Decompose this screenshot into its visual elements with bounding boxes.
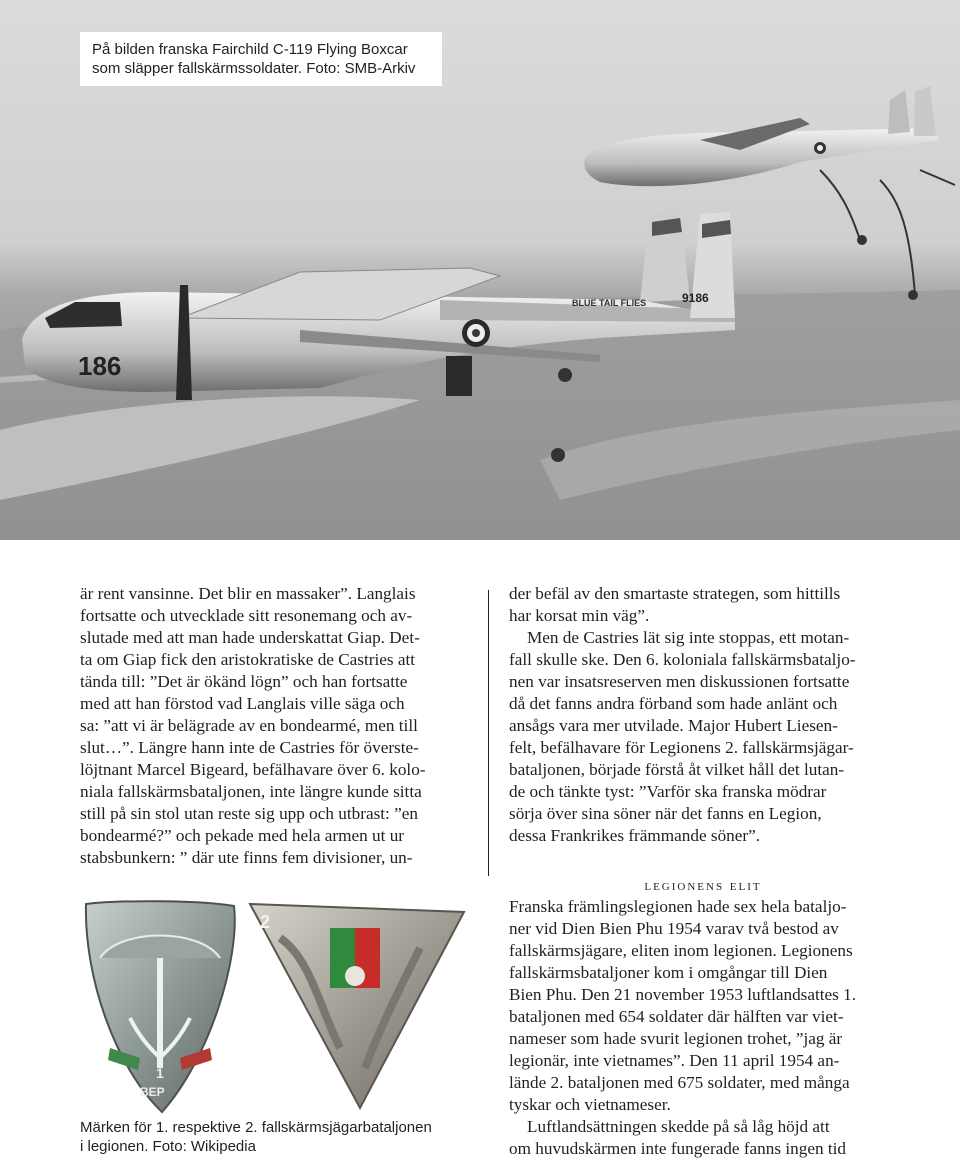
body-line: slut…”. Längre hann inte de Castries för överste- <box>80 738 419 757</box>
body-line: sa: ”att vi är belägrade av en bondearmé, men till <box>80 716 418 735</box>
body-line: lände 2. bataljonen med 675 soldater, med många <box>509 1073 850 1092</box>
body-line: fallskärmsbataljoner kom i omgångar till Dien <box>509 963 828 982</box>
body-line: niala fallskärmsbataljonen, inte längre kunde sitta <box>80 782 422 801</box>
section-heading: legionens elit <box>644 878 762 894</box>
body-line: om huvudskärmen inte fungerade fanns ingen tid <box>509 1139 846 1158</box>
body-line: Men de Castries lät sig inte stoppas, ett motan- <box>527 628 850 647</box>
body-line: fall skulle ske. Den 6. koloniala fallskärmsbataljo- <box>509 650 856 669</box>
body-line: med att han förstod vad Langlais ville säga och <box>80 694 405 713</box>
badge-2bep <box>250 904 464 1108</box>
badge1-number: 1 <box>156 1065 164 1081</box>
body-line: fallskärmsjägare, eliten inom legionen. Legionens <box>509 941 853 960</box>
body-line: stabsbunkern: ” där ute finns fem divisioner, un- <box>80 848 413 867</box>
body-line: nen var insatsreserven men diskussionen fortsatte <box>509 672 850 691</box>
body-line: ta om Giap fick den aristokratiske de Castries att <box>80 650 416 669</box>
body-line: är rent vansinne. Det blir en massaker”. Langlais <box>80 584 416 603</box>
badges-caption-line: Märken för 1. respektive 2. fallskärmsjägarbataljonen <box>80 1119 432 1136</box>
badge1-label: BEP <box>140 1085 165 1099</box>
body-line: nameser som hade svurit legionen trohet, ”jag är <box>509 1029 843 1048</box>
body-line: ner vid Dien Bien Phu 1954 varav två bestod av <box>509 919 839 938</box>
body-line: slutade med att man hade underskattat Giap. Det- <box>80 628 420 647</box>
front-number: 186 <box>78 351 122 381</box>
right-column-text-2 <box>509 896 856 1160</box>
body-line: ansågs vara mer utvilade. Major Hubert Liesen- <box>509 716 838 735</box>
body-line: sörja över sina söner när det fanns en Legion, <box>509 804 822 823</box>
photo-caption <box>80 32 442 86</box>
body-line: bataljonen, började förstå åt vilket håll det lutan- <box>509 760 845 779</box>
body-line: bataljonen med 654 soldater där hälften var viet- <box>509 1007 844 1026</box>
badges-photo <box>80 898 468 1116</box>
badges-caption <box>80 1118 432 1156</box>
left-column-text <box>80 583 426 869</box>
body-line: löjtnant Marcel Bigeard, befälhavare över 6. kolo- <box>80 760 426 779</box>
photo-caption-line: som släpper fallskärmssoldater. Foto: SMB-Arkiv <box>92 60 416 77</box>
body-line: Bien Phu. Den 21 november 1953 luftlandsattes 1. <box>509 985 857 1004</box>
fuselage-text: BLUE TAIL FLIES <box>572 298 647 308</box>
body-line: still på sin stol utan reste sig upp och utbrast: ”en <box>80 804 418 823</box>
body-line: har korsat min väg”. <box>509 606 650 625</box>
body-line: Franska främlingslegionen hade sex hela bataljo- <box>509 897 847 916</box>
body-line: fortsatte och utvecklade sitt resonemang och av- <box>80 606 413 625</box>
body-line: dessa Frankrikes främmande söner”. <box>509 826 761 845</box>
badge2-number: 2 <box>260 912 271 932</box>
body-line: tända till: ”Det är ökänd lögn” och han fortsatte <box>80 672 408 691</box>
body-line: bondearmé?” och pekade med hela armen ut ur <box>80 826 405 845</box>
body-line: då det fanns andra förband som hade anlänt och <box>509 694 838 713</box>
body-line: felt, befälhavare för Legionens 2. fallskärmsjägar- <box>509 738 854 757</box>
photo-caption-line: På bilden franska Fairchild C-119 Flying Boxcar <box>92 41 408 58</box>
body-line: tyskar och vietnameser. <box>509 1095 671 1114</box>
body-line: der befäl av den smartaste strategen, som hittills <box>509 584 841 603</box>
badges-illustration <box>80 898 468 1116</box>
right-column-text <box>509 583 856 847</box>
badges-caption-line: i legionen. Foto: Wikipedia <box>80 1138 256 1155</box>
body-line: Luftlandsättningen skedde på så låg höjd att <box>527 1117 830 1136</box>
body-line: de och tänkte tyst: ”Varför ska franska mödrar <box>509 782 827 801</box>
body-line: legionär, inte vietnames”. Den 11 april 1954 an- <box>509 1051 840 1070</box>
tail-number: 9186 <box>682 291 709 305</box>
column-divider <box>488 590 489 876</box>
badge-1bep <box>86 901 235 1112</box>
